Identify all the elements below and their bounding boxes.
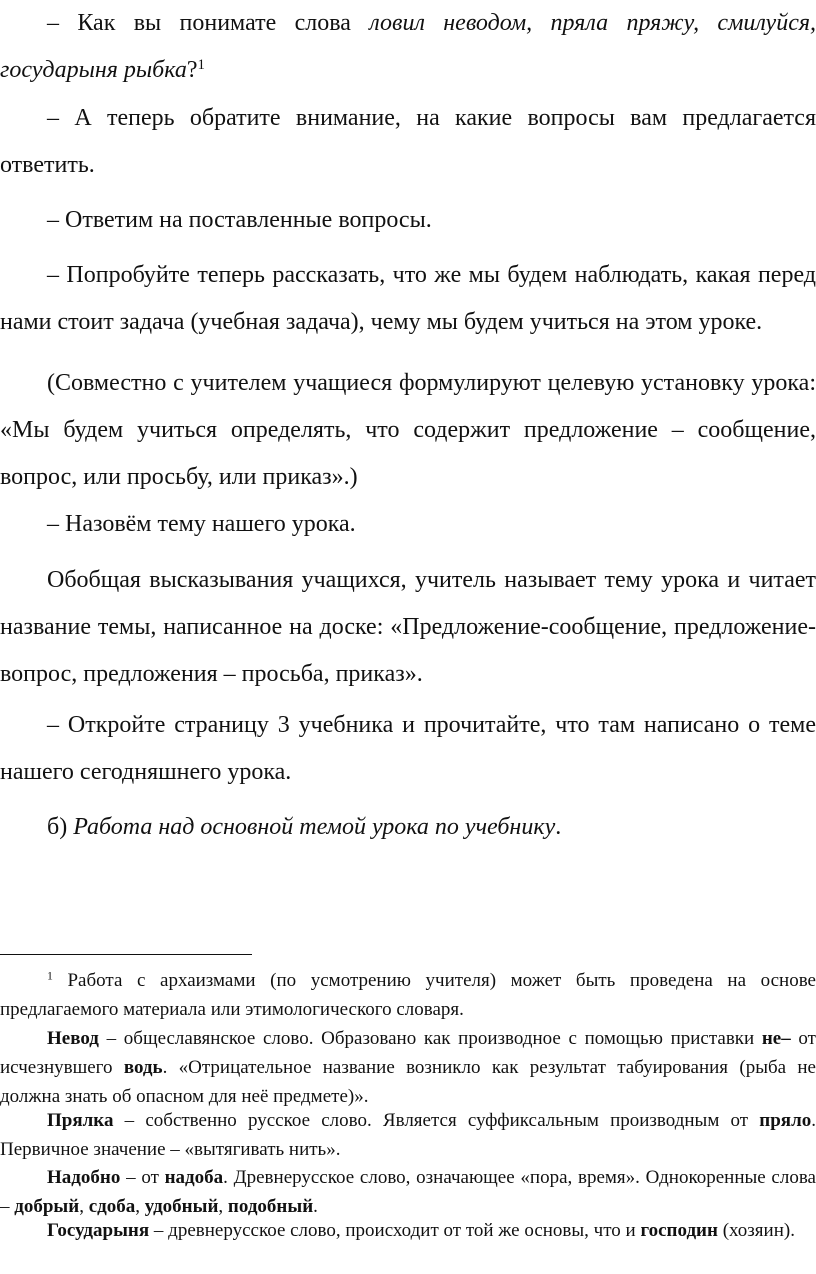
paragraph-textbook: – Откройте страницу 3 учебника и прочитайте, что там написано о теме нашего сегодняшнего урока. [0,712,816,785]
bold-word: не– [761,1028,791,1049]
entry-text: – древнерусское слово, происходит от той же основы, что и [149,1220,641,1241]
paragraph-text: Как вы понимате слова [77,10,370,36]
bold-word: водь [123,1057,163,1078]
footnote-entry-pryalka [0,1106,816,1164]
entry-text: от исчезнувшего [0,1028,816,1078]
entry-text: . «Отрицательное название возникло как результат табуирования (рыба не должна знать об опасном для неё предмете)». [0,1057,816,1107]
punctuation: ? [186,57,198,83]
paragraph-question-words [0,0,816,94]
bold-word: сдоба [88,1196,136,1217]
bold-word: надоба [164,1167,224,1188]
entry-text: – от [120,1167,165,1188]
separator: , [135,1196,145,1217]
bold-word: господин [640,1220,718,1241]
bold-word: удобный [144,1196,219,1217]
bold-word: пряло [759,1110,812,1131]
footnote-entry-gosudarynya [0,1216,816,1245]
paragraph-topic-name: – Назовём тему нашего урока. [47,511,356,537]
punctuation: . [555,814,562,840]
entry-term: Невод [47,1028,99,1049]
footnote-text: Работа с архаизмами (по усмотрению учителя) может быть проведена на основе предлагаемого материала или этимологического словаря. [0,970,816,1020]
bold-word: добрый [14,1196,80,1217]
paragraph-task: – Попробуйте теперь рассказать, что же мы будем наблюдать, какая перед нами стоит задача (учебная задача), чему мы будем учиться на этом уроке. [0,262,816,335]
footnote-entry-nadobno [0,1163,816,1221]
entry-text: . Древнерусское слово, означающее «пора, время». Однокоренные слова – [0,1167,816,1217]
separator: , [79,1196,89,1217]
footnote-number: 1 [47,969,53,983]
entry-term: Прялка [47,1110,114,1131]
dash: – [47,10,59,36]
italic-phrase: ловил неводом, пряла пряжу, смилуйся, государыня рыбка [0,10,816,83]
section-label: б) [47,814,74,840]
entry-text: . Первичное значение – «вытягивать нить». [0,1110,816,1160]
separator: , [218,1196,228,1217]
paragraph-teacher-topic: Обобщая высказывания учащихся, учитель называет тему урока и читает название темы, написанное на доске: «Предложение-сообщение, предложение-вопрос, предложения – просьба, приказ». [0,567,816,687]
paragraph-attention: – А теперь обратите внимание, на какие вопросы вам предлагается ответить. [0,105,816,178]
entry-term: Надобно [47,1167,121,1188]
entry-text: (хозяин). [717,1220,795,1241]
entry-text: – общеславянское слово. Образовано как производное с помощью приставки [98,1028,762,1049]
bold-word: подобный [227,1196,314,1217]
paragraph-goal: (Совместно с учителем учащиеся формулируют целевую установку урока: «Мы будем учиться определять, что содержит предложение – сообщение, вопрос, или просьбу, или приказ».) [0,370,816,490]
footnote-entry-nevod [0,1024,816,1111]
footnote-reference[interactable]: 1 [197,56,205,73]
entry-term: Государыня [47,1220,150,1241]
entry-text: . [313,1196,318,1217]
section-heading-b [0,804,816,851]
entry-text: – собственно русское слово. Является суффиксальным производным от [113,1110,760,1131]
footnote-separator [0,954,252,955]
paragraph-answer: – Ответим на поставленные вопросы. [47,207,432,233]
section-title: Работа над основной темой урока по учебнику [73,814,556,840]
footnote-intro [0,966,816,1024]
